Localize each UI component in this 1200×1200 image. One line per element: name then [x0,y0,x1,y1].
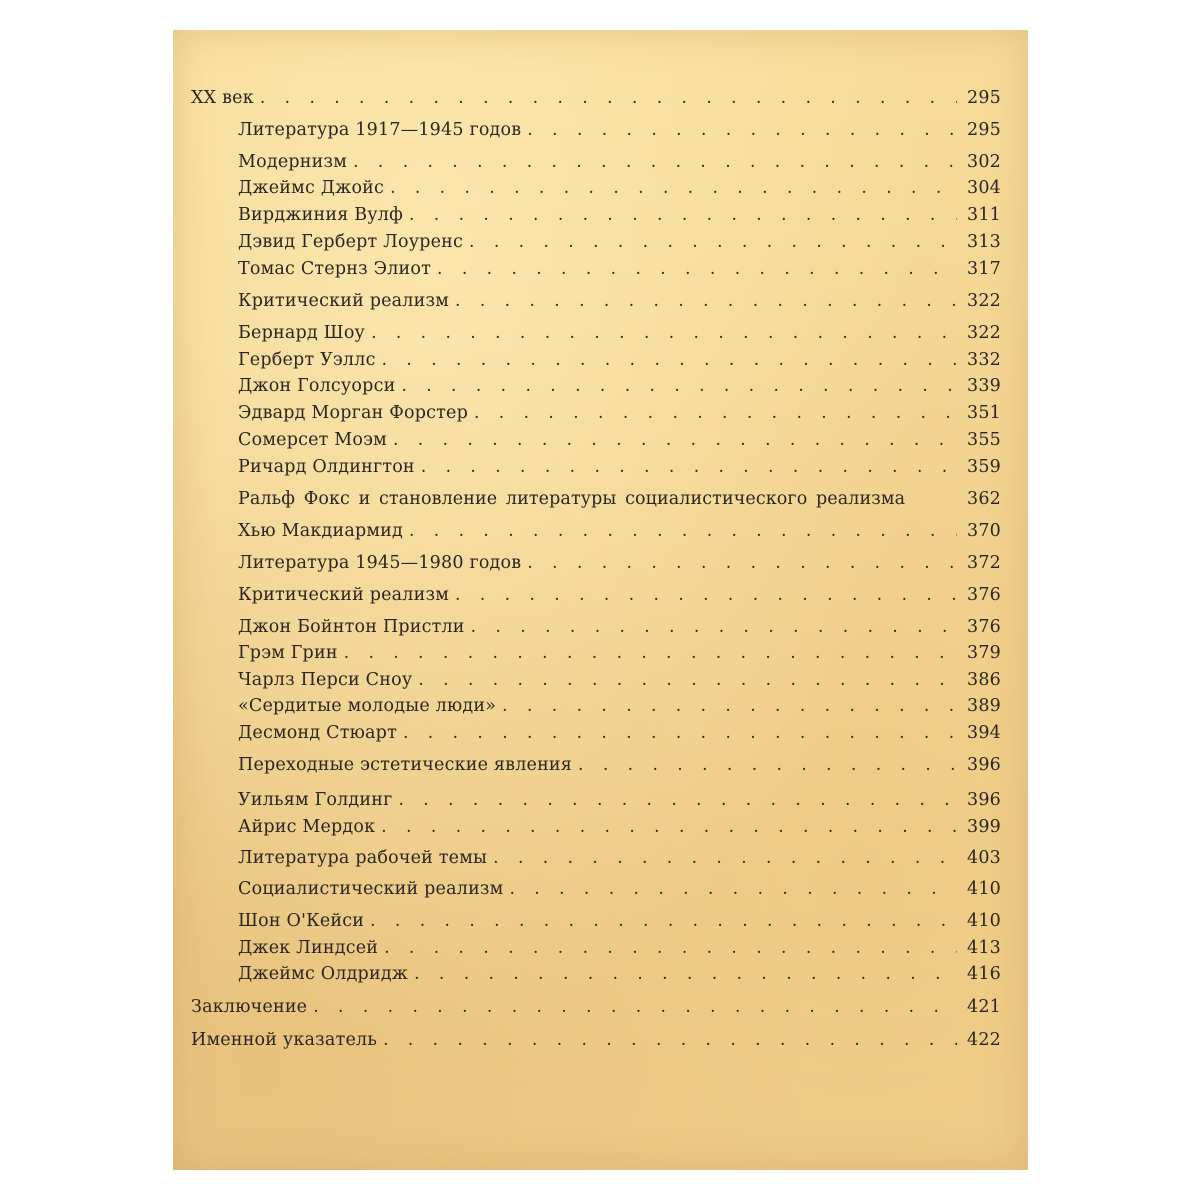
toc-entry-title: Литература рабочей темы [238,848,488,868]
toc-entry-title: Джон Бойнтон Пристли [238,617,465,637]
toc-entry-title: Дэвид Герберт Лоуренс [238,232,464,252]
toc-entry [191,401,1001,425]
dot-leader [401,374,957,398]
toc-entry [191,321,1001,345]
toc-entry-page: 372 [966,553,1001,573]
toc-entry-title: XX век [191,88,254,108]
toc-entry-title: Айрис Мердок [238,817,376,837]
toc-entry-title: Джеймс Олдридж [238,964,409,984]
dot-leader [353,150,957,174]
toc-entry [191,203,1001,227]
toc-entry-title: Бернард Шоу [238,323,366,343]
toc-entry-title: Грэм Грин [238,643,338,663]
toc-entry-page: 362 [966,489,1001,509]
toc-entry [191,753,1001,777]
toc-entry-title: Чарлз Перси Сноу [238,670,413,690]
book-page [173,30,1028,1170]
toc-entry-title: Герберт Уэллс [238,350,376,370]
toc-entry-title: Литература 1917—1945 годов [238,120,522,140]
toc-entry-title: Сомерсет Моэм [238,430,387,450]
toc-entry-page: 379 [966,643,1001,663]
toc-entry-page: 322 [966,323,1001,343]
toc-entry-page: 311 [966,205,1001,225]
toc-entry-title: Хью Макдиармид [238,521,403,541]
toc-entry-page: 403 [966,848,1001,868]
toc-entry-title: Литература 1945—1980 годов [238,553,522,573]
toc-entry-title: Эдвард Морган Форстер [238,403,468,423]
dot-leader [510,877,958,901]
dot-leader [578,753,957,777]
dot-leader [414,962,957,986]
dot-leader [421,455,957,479]
toc-entry-page: 317 [966,259,1001,279]
dot-leader [381,815,957,839]
dot-leader [474,401,957,425]
toc-entry-title: Социалистический реализм [238,879,504,899]
toc-entry [191,962,1001,986]
dot-leader [260,86,957,110]
toc-entry [191,909,1001,933]
toc-entry [191,230,1001,254]
toc-entry-page: 355 [966,430,1001,450]
toc-entry-title: Заключение [191,997,308,1017]
toc-entry-title: Джон Голсуорси [238,376,396,396]
toc-entry [191,815,1001,839]
toc-entry [191,694,1001,718]
toc-entry [191,487,1001,511]
toc-entry [191,289,1001,313]
toc-entry-page: 396 [966,790,1001,810]
toc-entry [191,428,1001,452]
toc-entry-title: Ральф Фокс и становление литературы социалистического реализма [238,489,906,509]
dot-leader [382,348,957,372]
toc-entry [191,846,1001,870]
toc-entry-title: Шон О'Кейси [238,911,365,931]
toc-entry [191,788,1001,812]
dot-leader [455,289,957,313]
toc-entry-page: 421 [966,997,1001,1017]
dot-leader [502,694,957,718]
toc-entry [191,150,1001,174]
toc-entry [191,551,1001,575]
toc-entry [191,257,1001,281]
toc-entry-page: 394 [966,723,1001,743]
toc-entry-page: 396 [966,755,1001,775]
toc-entry-page: 322 [966,291,1001,311]
toc-entry-title: Критический реализм [238,585,450,605]
toc-entry-page: 422 [966,1030,1001,1050]
toc-entry-page: 416 [966,964,1001,984]
toc-entry [191,348,1001,372]
toc-entry [191,641,1001,665]
toc-entry [191,721,1001,745]
dot-leader [383,1028,957,1052]
toc-entry-page: 386 [966,670,1001,690]
dot-leader [398,788,957,812]
toc-entry-page: 304 [966,178,1001,198]
toc-entry-page: 376 [966,617,1001,637]
toc-entry [191,519,1001,543]
toc-entry [191,936,1001,960]
toc-entry-title: Критический реализм [238,291,450,311]
dot-leader [437,257,957,281]
toc-entry-title: Десмонд Стюарт [238,723,397,743]
dot-leader [469,230,957,254]
toc-entry-title: Модернизм [238,152,348,172]
toc-entry [191,86,1001,110]
toc-entry [191,995,1001,1019]
dot-leader [370,909,957,933]
toc-entry-title: Джек Линдсей [238,938,379,958]
toc-entry-page: 413 [966,938,1001,958]
toc-entry [191,455,1001,479]
toc-entry-title: Именной указатель [191,1030,378,1050]
toc-entry [191,583,1001,607]
toc-entry [191,1028,1001,1052]
toc-entry [191,615,1001,639]
dot-leader [418,668,957,692]
toc-entry-page: 295 [966,88,1001,108]
toc-entry-page: 359 [966,457,1001,477]
toc-entry-page: 313 [966,232,1001,252]
toc-entry-page: 399 [966,817,1001,837]
dot-leader [371,321,957,345]
dot-leader [471,615,957,639]
dot-leader [527,551,957,575]
dot-leader [527,118,957,142]
toc-entry-page: 302 [966,152,1001,172]
toc-entry-page: 351 [966,403,1001,423]
toc-entry-title: Ричард Олдингтон [238,457,415,477]
toc-entry-title: Вирджиния Вулф [238,205,403,225]
dot-leader [455,583,957,607]
toc-entry-title: Переходные эстетические явления [238,755,573,775]
toc-entry-page: 389 [966,696,1001,716]
toc-entry [191,374,1001,398]
dot-leader [493,846,957,870]
toc-entry [191,668,1001,692]
dot-leader [344,641,957,665]
dot-leader [390,176,957,200]
toc-entry [191,118,1001,142]
dot-leader [384,936,957,960]
dot-leader [403,721,957,745]
dot-leader [409,203,957,227]
toc-entry-page: 410 [966,911,1001,931]
toc-entry [191,877,1001,901]
toc-entry-page: 332 [966,350,1001,370]
toc-entry-page: 376 [966,585,1001,605]
toc-entry-page: 370 [966,521,1001,541]
toc-entry-page: 295 [966,120,1001,140]
toc-entry [191,176,1001,200]
toc-entry-page: 410 [966,879,1001,899]
toc-entry-title: Томас Стернз Элиот [238,259,432,279]
dot-leader [409,519,957,543]
toc-entry-page: 339 [966,376,1001,396]
toc-entry-title: Джеймс Джойс [238,178,385,198]
dot-leader [393,428,957,452]
toc-entry-title: Уильям Голдинг [238,790,393,810]
dot-leader [313,995,957,1019]
toc-entry-title: «Сердитые молодые люди» [238,696,497,716]
